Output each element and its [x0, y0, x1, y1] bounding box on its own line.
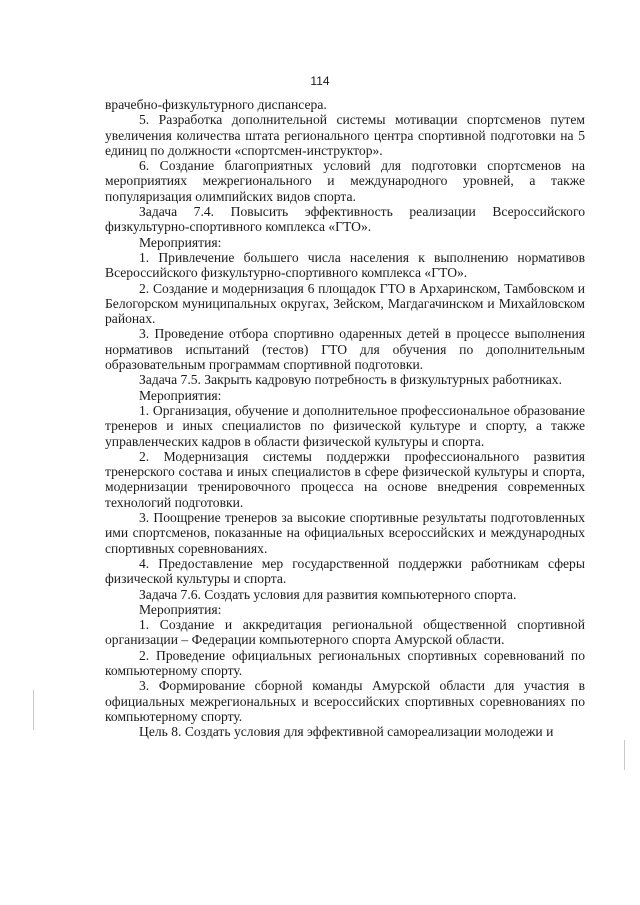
task-heading: Задача 7.6. Создать условия для развития компьютерного спорта. [139, 586, 517, 602]
paragraph: 1. Организация, обучение и дополнительное профессиональное образование тренеров и иных специалистов по физической культуре и спорту, а также управленческих кадров в области физической культуры и спорта. [105, 402, 585, 449]
paragraph: 1. Привлечение большего числа населения к выполнению нормативов Всероссийского физкультурно-спортивного комплекса «ГТО». [105, 249, 585, 281]
paragraph: 3. Формирование сборной команды Амурской области для участия в официальных межрегиональных и всероссийских спортивных соревнованиях по компьютерному спорту. [105, 678, 585, 724]
paragraph: 5. Разработка дополнительной системы мотивации спортсменов путем увеличения количества штата регионального центра спортивной подготовки на 5 единиц по должности «спортсмен-инструктор». [105, 112, 585, 158]
document-body [105, 97, 585, 739]
paragraph: 2. Модернизация системы поддержки профессионального развития тренерского состава и иных специалистов в сфере физической культуры и спорта, модернизации тренировочного процесса на основе внедрения современных технологий подготовки. [105, 448, 585, 510]
scan-artifact [624, 740, 625, 770]
task-heading: Задача 7.4. Повысить эффективность реализации Всероссийского физкультурно-спортивного комплекса «ГТО». [105, 204, 585, 235]
paragraph: 1. Создание и аккредитация региональной общественной спортивной организации – Федерации компьютерного спорта Амурской области. [105, 617, 585, 648]
paragraph: врачебно-физкультурного диспансера. [105, 97, 327, 112]
paragraph: 2. Создание и модернизация 6 площадок ГТО в Архаринском, Тамбовском и Белогорском муниципальных округах, Зейском, Магдагачинском и Михайловском районах. [105, 280, 585, 327]
paragraph: 3. Поощрение тренеров за высокие спортивные результаты подготовленных ими спортсменов, показанные на официальных всероссийских и международных спортивных соревнованиях. [105, 510, 585, 556]
paragraph: 3. Проведение отбора спортивно одаренных детей в процессе выполнения нормативов испытаний (тестов) ГТО для обучения по дополнительным образовательным программам спортивной подготовки. [105, 326, 585, 373]
goal-heading: Цель 8. Создать условия для эффективной самореализации молодежи и [139, 724, 554, 740]
measures-label: Мероприятия: [139, 234, 222, 250]
paragraph: 4. Предоставление мер государственной поддержки работникам сферы физической культуры и спорта. [105, 555, 585, 587]
paragraph: 6. Создание благоприятных условий для подготовки спортсменов на мероприятиях межрегионального и международного уровней, а также популяризация олимпийских видов спорта. [105, 158, 585, 204]
scan-artifact [33, 690, 34, 730]
task-heading: Задача 7.5. Закрыть кадровую потребность в физкультурных работниках. [139, 372, 562, 388]
page-number: 114 [310, 74, 330, 88]
measures-label: Мероприятия: [139, 601, 222, 617]
paragraph: 2. Проведение официальных региональных спортивных соревнований по компьютерному спорту. [105, 647, 585, 678]
measures-label: Мероприятия: [139, 387, 222, 403]
